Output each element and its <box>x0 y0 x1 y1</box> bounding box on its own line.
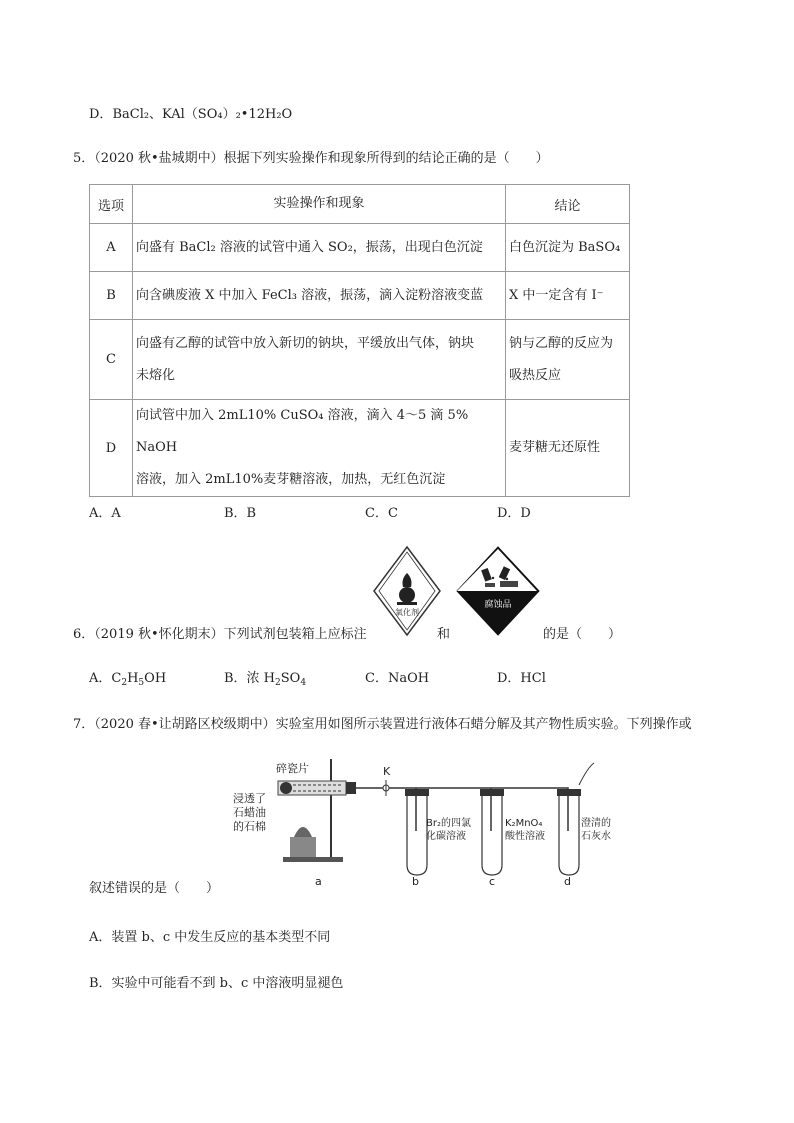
corrosive-sign-icon <box>455 545 541 637</box>
svg-text:碎瓷片: 碎瓷片 <box>276 762 309 775</box>
header-conclusion: 结论 <box>506 185 630 224</box>
q6-answer-c[interactable]: C．NaOH <box>365 671 430 686</box>
svg-text:化碳溶液: 化碳溶液 <box>426 831 466 842</box>
row-option: A <box>90 224 133 272</box>
svg-text:石蜡油: 石蜡油 <box>233 806 266 819</box>
q5-table <box>89 184 630 497</box>
svg-text:d: d <box>564 875 571 888</box>
table-header-row <box>90 185 630 224</box>
svg-text:b: b <box>412 875 419 888</box>
header-option: 选项 <box>90 185 133 224</box>
prev-option-d: D．BaCl₂、KAl（SO₄）₂•12H₂O <box>89 107 293 122</box>
q5-answer-c[interactable]: C．C <box>365 506 398 521</box>
svg-text:的石棉: 的石棉 <box>233 820 266 833</box>
q6-answer-a[interactable]: A．$C_2H_5OH$ <box>89 671 167 688</box>
q7-option-a[interactable]: A．装置 b、c 中发生反应的基本类型不同 <box>89 930 331 945</box>
row-operation: 向含碘废液 X 中加入 FeCl₃ 溶液，振荡，滴入淀粉溶液变蓝 <box>133 272 506 320</box>
q7-stem-line1: 7．（2020 春•让胡路区校级期中）实验室用如图所示装置进行液体石蜡分解及其产物性质实验。下列操作或 <box>73 717 692 732</box>
q6-answer-b[interactable]: B．浓 $H_2SO_4$ <box>224 671 307 688</box>
row-option: B <box>90 272 133 320</box>
q6-stem-part2: 和 <box>437 627 451 642</box>
row-conclusion: 麦芽糖无还原性 <box>506 400 630 497</box>
row-operation: 向盛有 BaCl₂ 溶液的试管中通入 SO₂，振荡，出现白色沉淀 <box>133 224 506 272</box>
oxidizer-sign-icon <box>372 545 442 637</box>
apparatus-diagram <box>228 745 611 893</box>
svg-text:K: K <box>383 765 391 778</box>
q5-answer-d[interactable]: D．D <box>497 506 531 521</box>
row-operation: 向盛有乙醇的试管中放入新切的钠块，平缓放出气体，钠块 未熔化 <box>133 320 506 400</box>
svg-text:c: c <box>489 875 496 888</box>
q6-stem-part3: 的是（ ） <box>543 627 622 642</box>
header-operation: 实验操作和现象 <box>133 185 506 224</box>
q7-option-b[interactable]: B．实验中可能看不到 b、c 中溶液明显褪色 <box>89 976 344 991</box>
svg-text:酸性溶液: 酸性溶液 <box>505 831 545 842</box>
row-operation: 向试管中加入 2mL10% CuSO₄ 溶液，滴入 4～5 滴 5% NaOH 溶液，加入 2mL10%麦芽糖溶液，加热，无红色沉淀 <box>133 400 506 497</box>
svg-text:澄清的: 澄清的 <box>581 818 611 829</box>
q5-stem: 5．（2020 秋•盐城期中）根据下列实验操作和现象所得到的结论正确的是（ ） <box>73 151 549 166</box>
row-conclusion: X 中一定含有 I⁻ <box>506 272 630 320</box>
table-row <box>90 272 630 320</box>
svg-text:Br₂的四氯: Br₂的四氯 <box>426 818 471 829</box>
table-row <box>90 224 630 272</box>
q7-stem-line2: 叙述错误的是（ ） <box>89 881 220 896</box>
corrosive-label: 腐蚀品 <box>484 600 512 610</box>
row-option: D <box>90 400 133 497</box>
table-row <box>90 320 630 400</box>
row-conclusion: 白色沉淀为 BaSO₄ <box>506 224 630 272</box>
svg-text:K₂MnO₄: K₂MnO₄ <box>505 818 543 829</box>
svg-text:a: a <box>315 875 322 888</box>
table-row <box>90 400 630 497</box>
row-conclusion: 钠与乙醇的反应为 吸热反应 <box>506 320 630 400</box>
svg-text:石灰水: 石灰水 <box>581 831 611 842</box>
q5-answer-b[interactable]: B．B <box>224 506 257 521</box>
q5-answer-a[interactable]: A．A <box>89 506 121 521</box>
row-option: C <box>90 320 133 400</box>
q6-stem-part1: 6．（2019 秋•怀化期末）下列试剂包装箱上应标注 <box>73 627 367 642</box>
svg-text:浸透了: 浸透了 <box>233 792 266 805</box>
oxidizer-label: 氧化剂 <box>395 608 419 617</box>
q6-answer-d[interactable]: D．HCl <box>497 671 546 686</box>
